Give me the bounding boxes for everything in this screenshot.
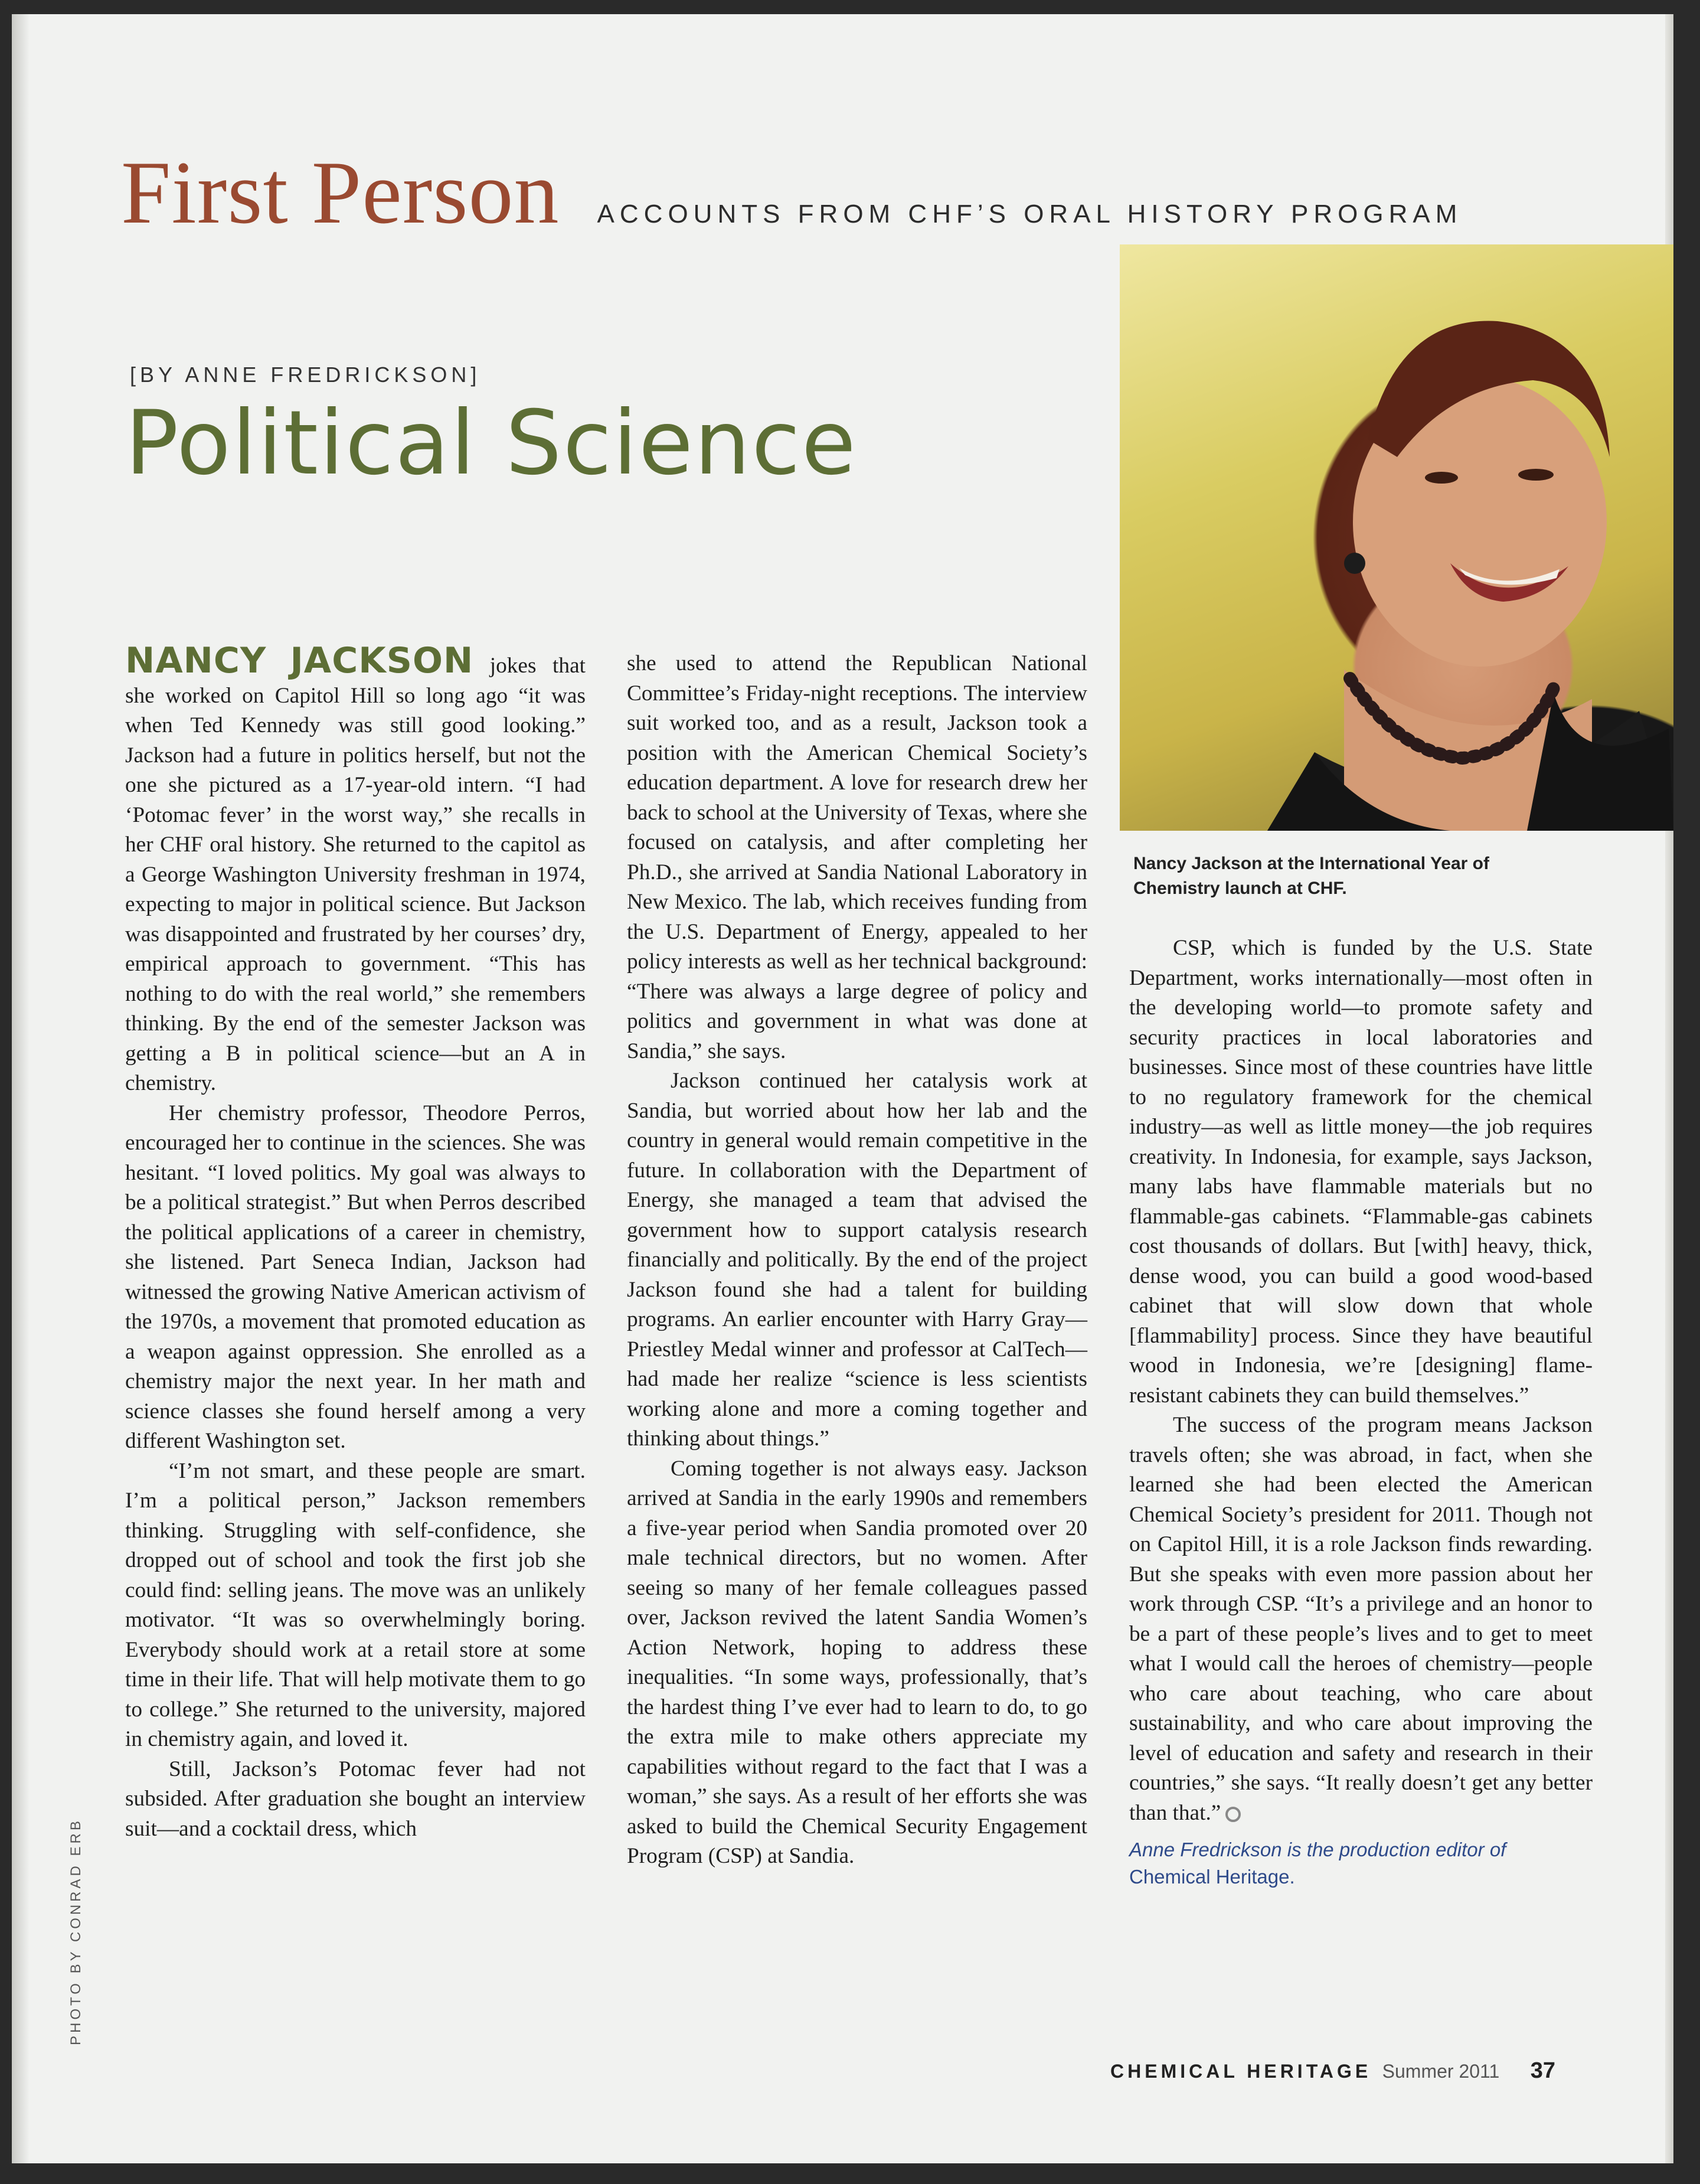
lead-name: NANCY JACKSON xyxy=(125,640,474,681)
page-spine-shadow xyxy=(12,14,30,2163)
article-column-1 xyxy=(125,640,586,1844)
paragraph: she used to attend the Republican National Committee’s Friday-night receptions. The interview suit worked too, and as a result, Jackson took a position with the American Chemical Society’s education department. A love for research drew her back to school at the University of Texas, where she focused on catalysis, and after completing her Ph.D., she arrived at Sandia National Laboratory in New Mexico. The lab, which receives funding from the U.S. Department of Energy, appealed to her policy interests as well as her technical background: “There was always a large degree of policy and politics and government in what was done at Sandia,” she says. xyxy=(627,651,1087,1063)
paragraph-lead xyxy=(125,640,586,1099)
author-bio-line2: Chemical Heritage. xyxy=(1129,1866,1295,1888)
article-column-3 xyxy=(1129,933,1593,1891)
issue-date: Summer 2011 xyxy=(1382,2061,1500,2082)
page-footer xyxy=(1110,2058,1555,2084)
article-title: Political Science xyxy=(125,392,857,495)
end-mark-icon xyxy=(1225,1807,1241,1822)
paragraph-text: The success of the program means Jackson travels often; she was abroad, in fact, when she learned she had been elected the American Chemical Society’s president for 2011. Though not on Capitol Hill, it is a role Jackson finds rewarding. But she speaks with even more passion about her work through CSP. “It’s a privilege and an honor to be a part of these people’s lives and to get to meet what I would call the heroes of chemistry—people who care about teaching, who care about sustainability, and who care about improving the level of education and safety and research in their countries,” she says. “It really doesn’t get any better than that.” xyxy=(1129,1413,1593,1825)
paragraph: Her chemistry professor, Theodore Perros, encouraged her to continue in the sciences. She was hesitant. “I loved politics. My goal was always to be a political strategist.” But when Perros described the political applications of a career in chemistry, she listened. Part Seneca Indian, Jackson had witnessed the growing Native American activism of the 1970s, a movement that promoted education as a weapon against oppression. She enrolled as a chemistry major the next year. In her math and science classes she found herself among a very different Washington set. xyxy=(125,1101,586,1453)
portrait-illustration xyxy=(1120,244,1673,831)
paragraph-text: jokes that she worked on Capitol Hill so long ago “it was when Ted Kennedy was still good looking.” Jackson had a future in politics herself, but not the one she pictured as a 17-year-old intern. “I had ‘Potomac fever’ in the worst way,” she recalls in her CHF oral history. She returned to the capitol as a George Washington University freshman in 1974, expecting to major in political science. But Jackson was disappointed and frustrated by her courses’ dry, empirical approach to government. “This has nothing to do with the real world,” she remembers thinking. By the end of the semester Jackson was getting a B in political science—but an A in chemistry. xyxy=(125,654,586,1095)
portrait-photo xyxy=(1120,244,1673,831)
paragraph-final xyxy=(1129,1411,1593,1828)
paragraph: Jackson continued her catalysis work at Sandia, but worried about how her lab and the country in general would remain competitive in the future. In collaboration with the Department of Energy, she managed a team that advised the government how to support catalysis research financially and politically. By the end of the project Jackson found she had a talent for building programs. An earlier encounter with Harry Gray—Priestley Medal winner and professor at CalTech—had made her realize “science is less scientists working alone and more a coming together and thinking about things.” xyxy=(627,1069,1087,1451)
section-title: First Person xyxy=(121,143,560,242)
section-subtitle: ACCOUNTS FROM CHF’S ORAL HISTORY PROGRAM xyxy=(597,200,1463,228)
page-number: 37 xyxy=(1530,2058,1555,2083)
magazine-name: CHEMICAL HERITAGE xyxy=(1110,2061,1372,2082)
section-header xyxy=(121,141,1462,244)
paragraph: “I’m not smart, and these people are smart. I’m a political person,” Jackson remembers thinking. Struggling with self-confidence, she dropped out of school and took the first job she could find: selling jeans. The move was an unlikely motivator. “It was so overwhelmingly boring. Everybody should work at a retail store at some time in their life. That will help motivate them to go to college.” She returned to the university, majored in chemistry again, and loved it. xyxy=(125,1458,586,1751)
article-column-2 xyxy=(627,649,1087,1872)
photo-credit: PHOTO BY CONRAD ERB xyxy=(68,1818,84,2045)
paragraph: Still, Jackson’s Potomac fever had not subsided. After graduation she bought an interview suit—and a cocktail dress, which xyxy=(125,1757,586,1841)
paragraph: Coming together is not always easy. Jackson arrived at Sandia in the early 1990s and remembers a five-year period when Sandia promoted over 20 male technical directors, but no women. After seeing so many of her female colleagues passed over, Jackson revived the latent Sandia Women’s Action Network, hoping to address these inequalities. “In some ways, professionally, that’s the hardest thing I’ve ever had to learn to do, to go the extra mile to make others appreciate my capabilities without regard to the fact that I was a woman,” she says. As a result of her efforts she was asked to build the Chemical Security Engagement Program (CSP) at Sandia. xyxy=(627,1456,1087,1868)
byline: [BY ANNE FREDRICKSON] xyxy=(130,363,481,387)
photo-caption: Nancy Jackson at the International Year of Chemistry launch at CHF. xyxy=(1133,854,1489,898)
magazine-page xyxy=(12,14,1673,2163)
paragraph: CSP, which is funded by the U.S. State Department, works internationally—most often in the developing world—to promote safety and security practices in local laboratories and businesses. Since most of these countries have little to no regulatory framework for the chemical industry—as well as little money—the job requires creativity. In Indonesia, for example, says Jackson, many labs have flammable materials but no flammable-gas cabinets. “Flammable-gas cabinets cost thousands of dollars. But [with] heavy, thick, dense wood, you can build a good wood-based cabinet that will slow down that whole [flammability] process. Since they have beautiful wood in Indonesia, we’re [designing] flame-resistant cabinets they can build themselves.” xyxy=(1129,936,1593,1408)
author-bio xyxy=(1129,1836,1593,1891)
author-bio-line1: Anne Fredrickson is the production editor of xyxy=(1129,1839,1506,1860)
